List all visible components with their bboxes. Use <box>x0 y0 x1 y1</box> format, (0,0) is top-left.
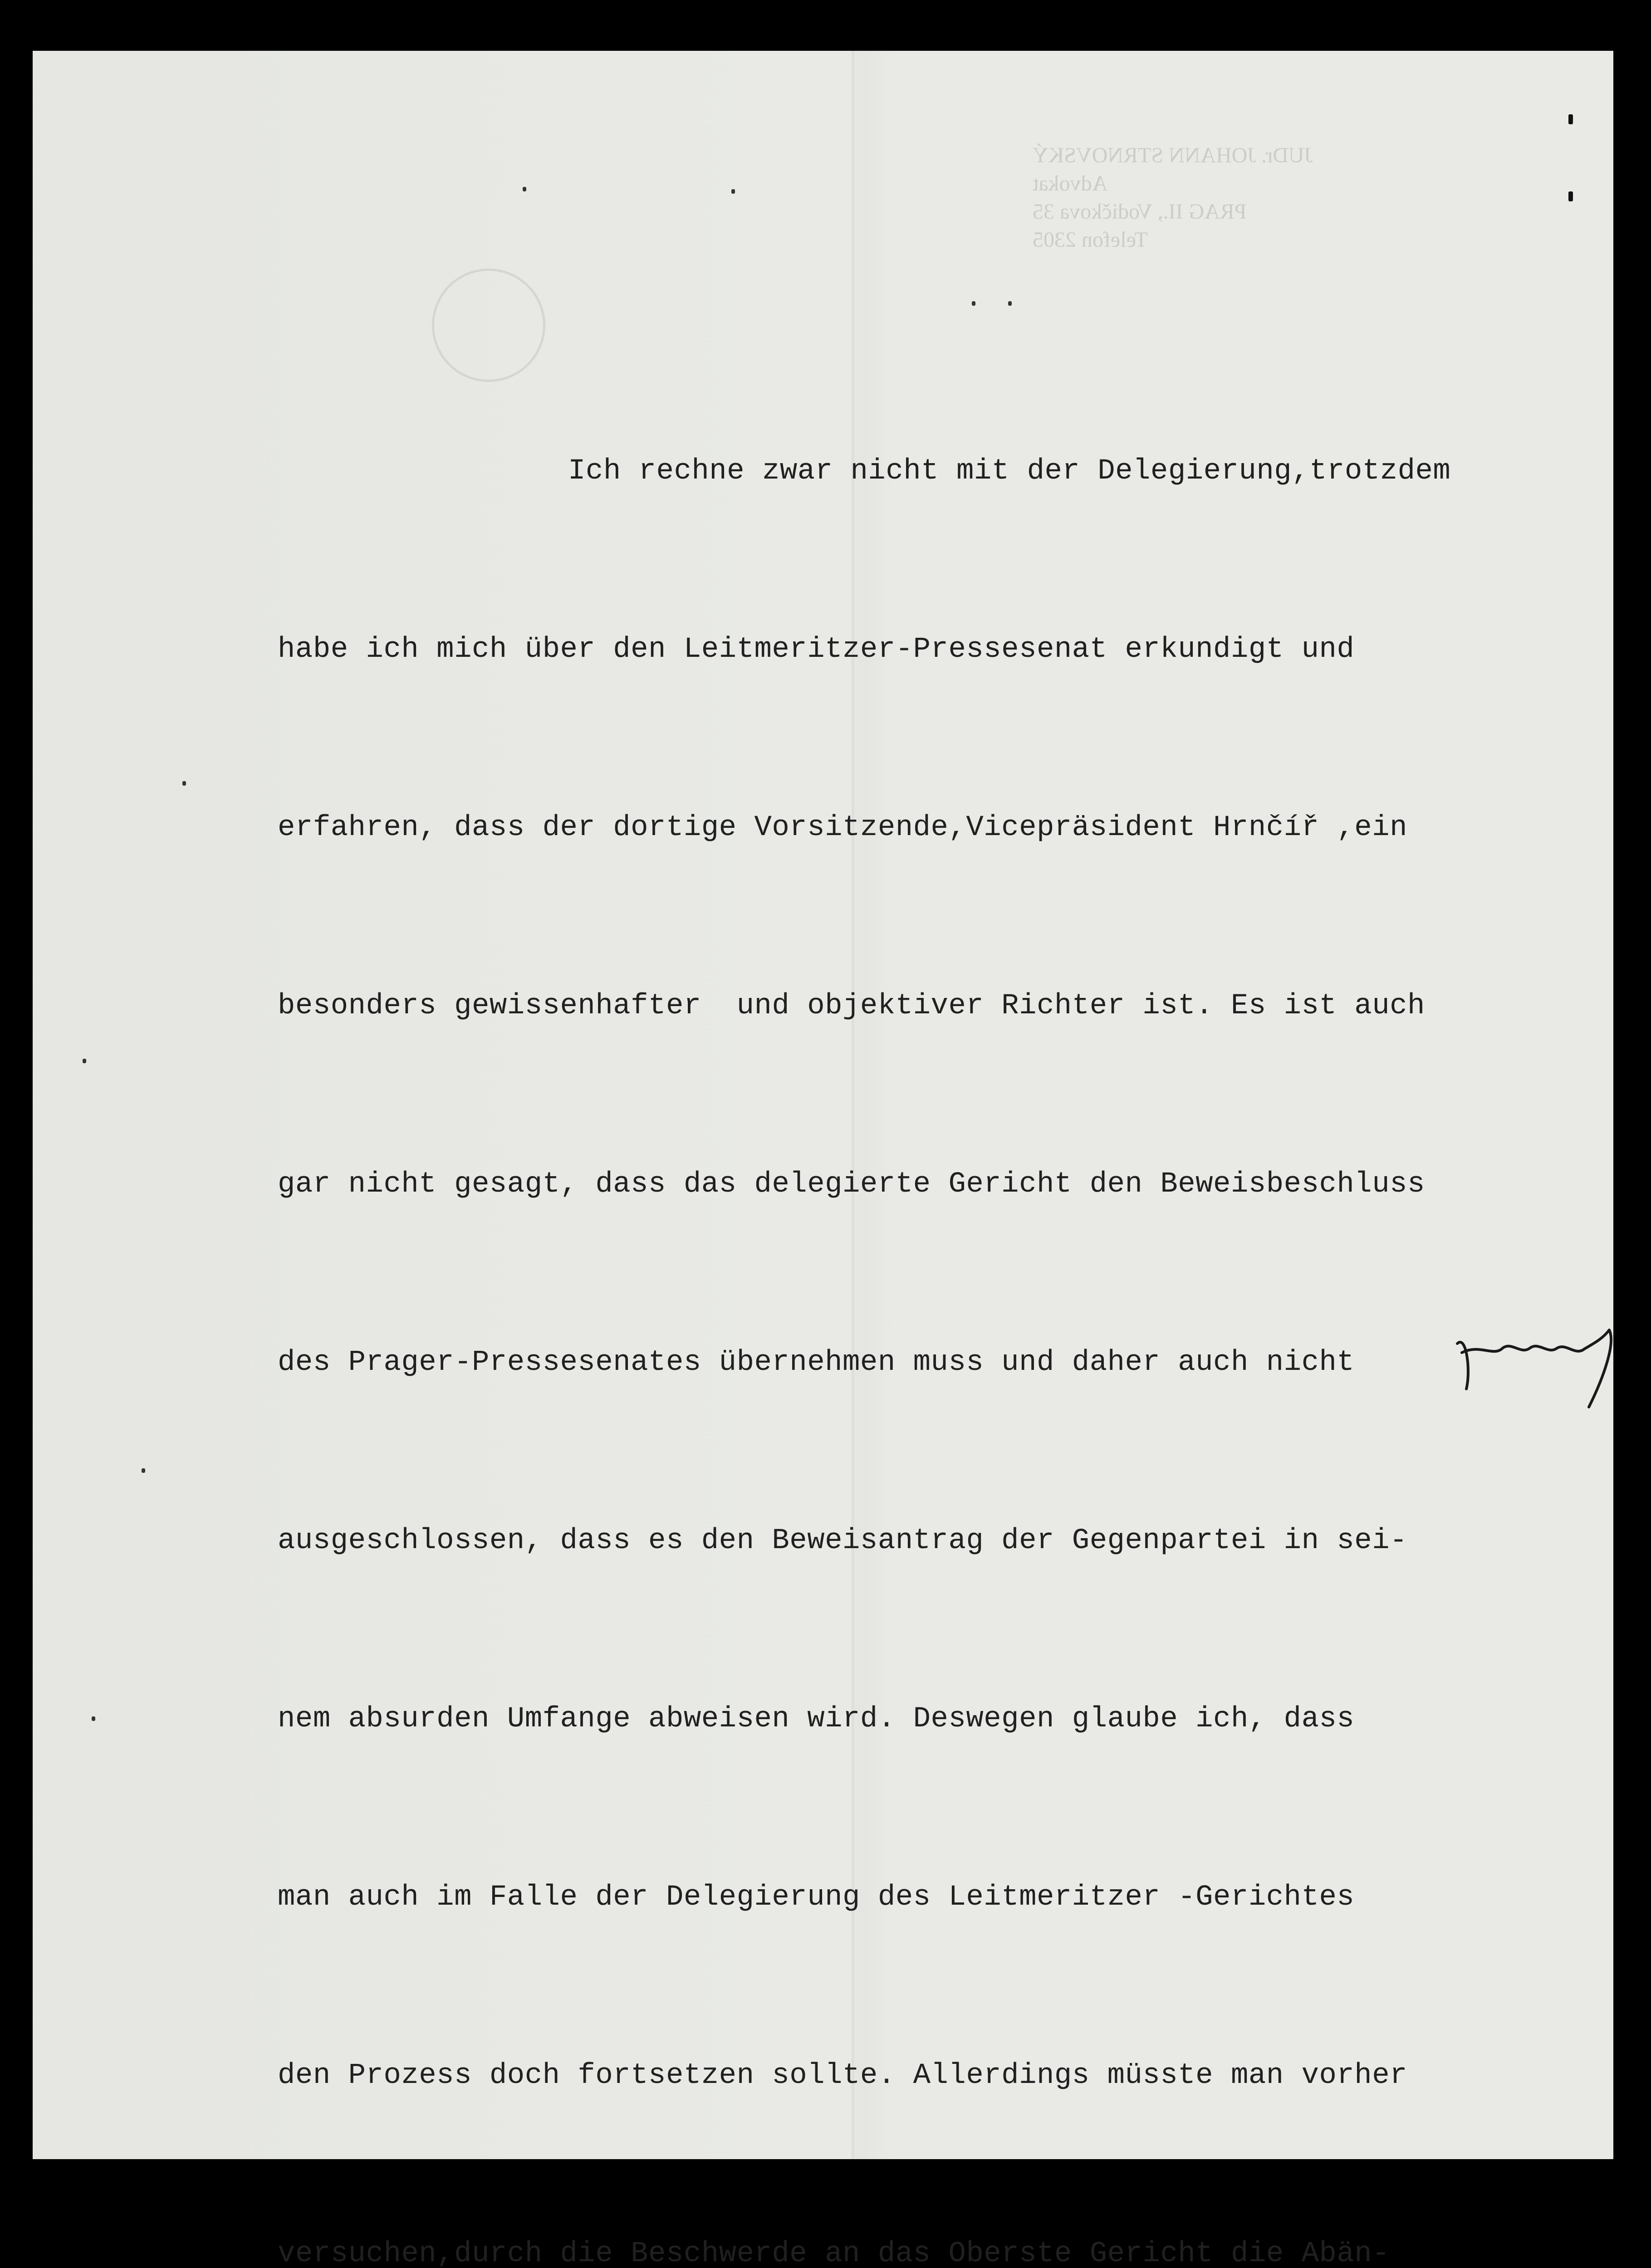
ink-speck <box>1008 301 1012 306</box>
body-line: Ich rechne zwar nicht mit der Delegierung,trotzdem <box>568 455 1451 488</box>
letter-body <box>278 323 1630 2268</box>
handwritten-signature <box>1453 1316 1625 1416</box>
body-line: nem absurden Umfange abweisen wird. Deswegen glaube ich, dass <box>278 1703 1355 1735</box>
letter-page <box>33 51 1613 2268</box>
body-line: versuchen,durch die Beschwerde an das Oberste Gericht die Abän- <box>278 2238 1390 2268</box>
body-line: gar nicht gesagt, dass das delegierte Gericht den Beweisbeschluss <box>278 1168 1425 1201</box>
letterhead-line: PRAG II., Vodičkova 35 <box>1033 200 1247 224</box>
body-line: habe ich mich über den Leitmeritzer-Pressesenat erkundigt und <box>278 633 1355 666</box>
ink-speck <box>83 1059 86 1063</box>
letterhead-line: Advokat <box>1033 171 1108 196</box>
ink-speck <box>1568 114 1573 124</box>
ink-speck <box>972 301 975 306</box>
ink-speck <box>182 781 186 786</box>
letterhead-line: JUDr. JOHANN STRNOVSKÝ <box>1033 143 1313 167</box>
ink-speck <box>1568 191 1573 201</box>
body-line: erfahren, dass der dortige Vorsitzende,Vicepräsident Hrnčíř ,ein <box>278 811 1407 844</box>
ink-speck <box>731 189 735 194</box>
body-line: man auch im Falle der Delegierung des Leitmeritzer -Gerichtes <box>278 1881 1355 1914</box>
ink-speck <box>92 1716 95 1721</box>
letterhead-bleedthrough <box>1033 142 1441 254</box>
ink-speck <box>523 187 526 191</box>
body-line: den Prozess doch fortsetzen sollte. Allerdings müsste man vorher <box>278 2059 1407 2092</box>
letterhead-line: Telefon 2305 <box>1033 228 1148 252</box>
ink-speck <box>142 1468 145 1473</box>
body-line: ausgeschlossen, dass es den Beweisantrag der Gegenpartei in sei- <box>278 1525 1407 1557</box>
body-line: des Prager-Pressesenates übernehmen muss und daher auch nicht <box>278 1346 1355 1379</box>
body-line: besonders gewissenhafter und objektiver Richter ist. Es ist auch <box>278 990 1425 1022</box>
